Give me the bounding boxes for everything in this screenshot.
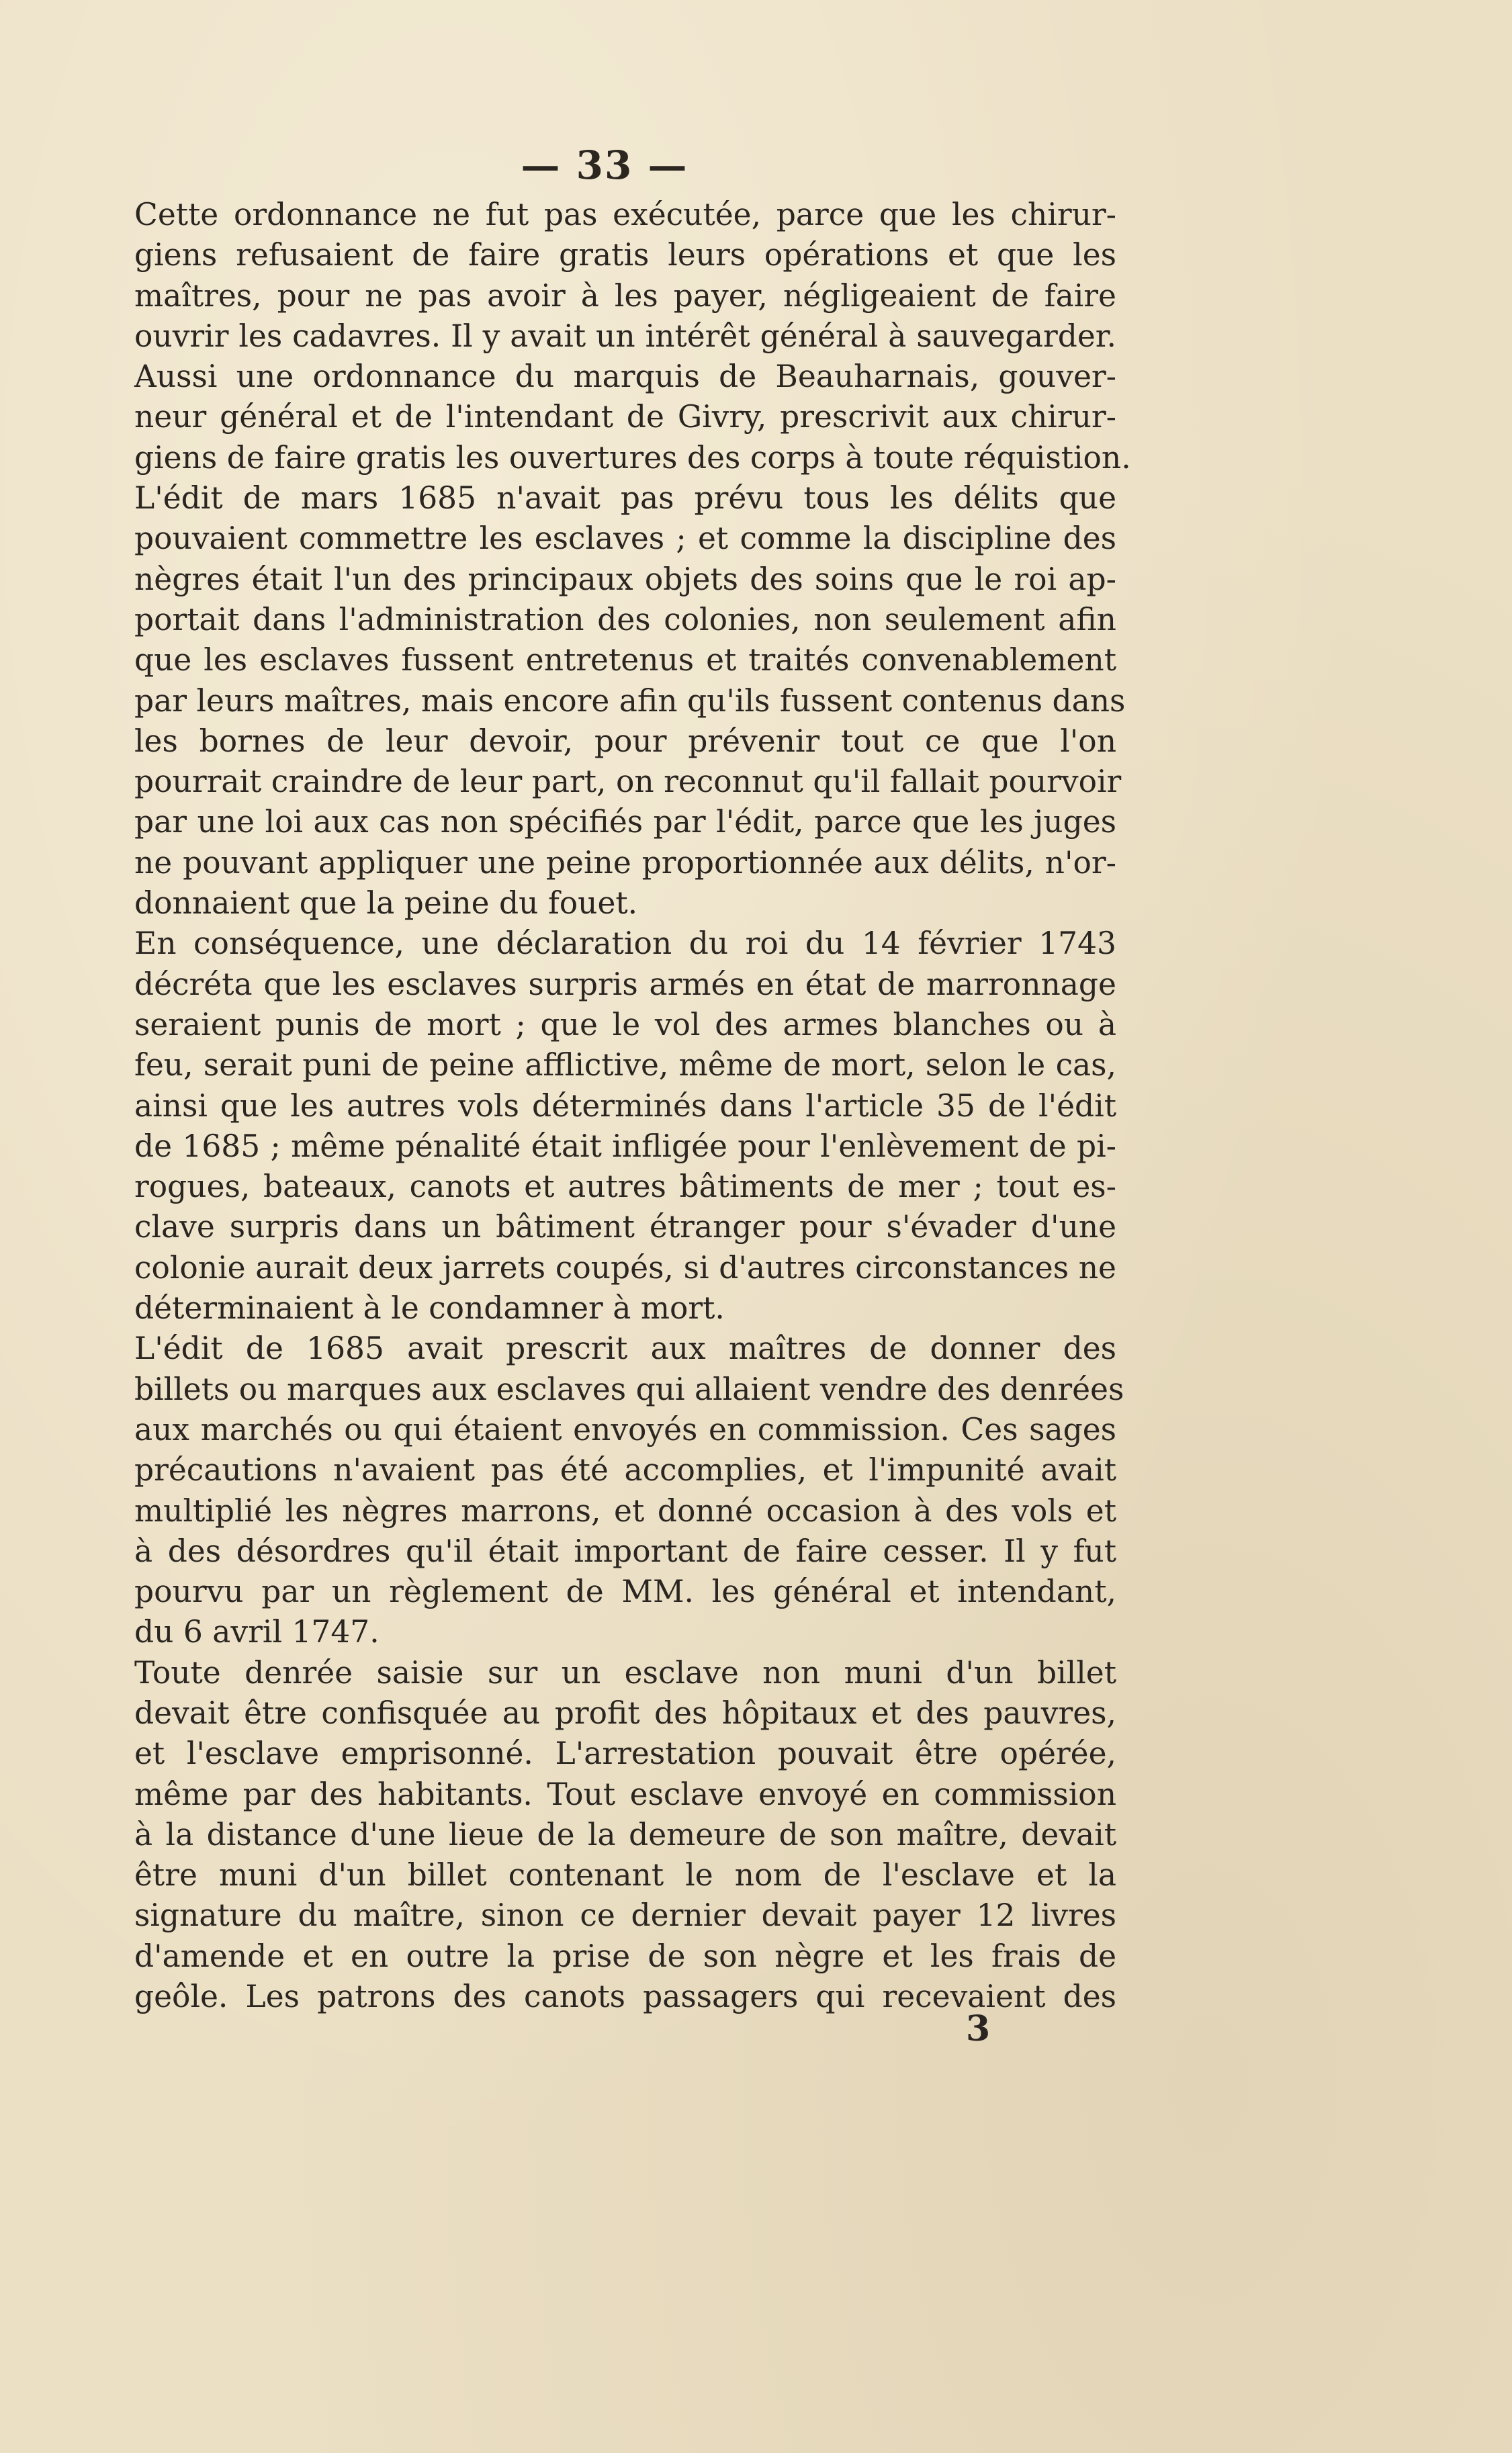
text-line: aux marchés ou qui étaient envoyés en commission. Ces sages (134, 1411, 1116, 1447)
text-line: Toute denrée saisie sur un esclave non muni d'un billet (134, 1654, 1116, 1691)
text-line: giens de faire gratis les ouvertures des corps à toute réquistion. (134, 439, 1131, 476)
text-line: seraient punis de mort ; que le vol des armes blanches ou à (134, 1006, 1116, 1042)
text-line: billets ou marques aux esclaves qui allaient vendre des denrées (134, 1371, 1124, 1407)
text-line: L'édit de 1685 avait prescrit aux maîtres de donner des (134, 1331, 1116, 1367)
text-line: neur général et de l'intendant de Givry, prescrivit aux chirur- (134, 399, 1116, 435)
text-line: feu, serait puni de peine afflictive, même de mort, selon le cas, (134, 1047, 1116, 1083)
text-line: pourvu par un règlement de MM. les général et intendant, (134, 1574, 1116, 1610)
page-number-header: — 33 — (521, 142, 688, 188)
text-line: les bornes de leur devoir, pour prévenir tout ce que l'on (134, 723, 1116, 759)
text-line: donnaient que la peine du fouet. (134, 885, 638, 922)
text-line: clave surpris dans un bâtiment étranger pour s'évader d'une (134, 1209, 1116, 1245)
text-line: par une loi aux cas non spécifiés par l'édit, parce que les juges (134, 804, 1116, 840)
text-line: que les esclaves fussent entretenus et traités convenablement (134, 642, 1116, 678)
text-line: multiplié les nègres marrons, et donné occasion à des vols et (134, 1492, 1116, 1529)
text-line: à la distance d'une lieue de la demeure de son maître, devait (134, 1816, 1116, 1853)
paragraph-5 (97, 1653, 1116, 2018)
text-line: de 1685 ; même pénalité était infligée pour l'enlèvement de pi- (134, 1128, 1116, 1164)
text-line: En conséquence, une déclaration du roi du 14 février 1743 (134, 926, 1116, 962)
signature-mark: 3 (966, 2008, 991, 2049)
text-line: geôle. Les patrons des canots passagers qui recevaient des (134, 1979, 1116, 2015)
text-line: pourrait craindre de leur part, on reconnut qu'il fallait pourvoir (134, 764, 1122, 800)
paragraph-2 (97, 478, 1126, 924)
text-line: déterminaient à le condamner à mort. (134, 1290, 725, 1327)
text-line: ainsi que les autres vols déterminés dans l'article 35 de l'édit (134, 1087, 1116, 1124)
text-line: colonie aurait deux jarrets coupés, si d'autres circonstances ne (134, 1249, 1116, 1286)
text-line: par leurs maîtres, mais encore afin qu'ils fussent contenus dans (134, 682, 1126, 719)
text-line: ne pouvant appliquer une peine proportionnée aux délits, n'or- (134, 844, 1116, 881)
text-line: nègres était l'un des principaux objets des soins que le roi ap- (134, 561, 1116, 597)
text-line: portait dans l'administration des colonies, non seulement afin (134, 601, 1116, 637)
paragraph-4 (97, 1329, 1124, 1652)
text-line: maîtres, pour ne pas avoir à les payer, négligeaient de faire (134, 277, 1116, 314)
text-line: précautions n'avaient pas été accomplies, et l'impunité avait (134, 1452, 1116, 1488)
text-line: L'édit de mars 1685 n'avait pas prévu tous les délits que (134, 480, 1116, 517)
text-line: Aussi une ordonnance du marquis de Beauharnais, gouver- (134, 359, 1116, 395)
text-line: du 6 avril 1747. (134, 1614, 380, 1650)
text-line: même par des habitants. Tout esclave envoyé en commission (134, 1776, 1116, 1812)
paragraph-1 (97, 195, 1131, 478)
text-line: pouvaient commettre les esclaves ; et comme la discipline des (134, 521, 1116, 557)
text-line: et l'esclave emprisonné. L'arrestation pouvait être opérée, (134, 1736, 1116, 1772)
text-line: décréta que les esclaves surpris armés en état de marronnage (134, 966, 1116, 1002)
text-line: être muni d'un billet contenant le nom de l'esclave et la (134, 1857, 1116, 1893)
text-line: d'amende et en outre la prise de son nègre et les frais de (134, 1938, 1116, 1974)
text-line: devait être confisquée au profit des hôpitaux et des pauvres, (134, 1695, 1116, 1731)
text-line: giens refusaient de faire gratis leurs opérations et que les (134, 237, 1116, 273)
text-line: Cette ordonnance ne fut pas exécutée, parce que les chirur- (134, 197, 1116, 232)
text-line: ouvrir les cadavres. Il y avait un intérêt général à sauvegarder. (134, 318, 1116, 354)
text-line: rogues, bateaux, canots et autres bâtiments de mer ; tout es- (134, 1169, 1116, 1205)
text-line: signature du maître, sinon ce dernier devait payer 12 livres (134, 1898, 1116, 1934)
paragraph-3 (97, 924, 1116, 1329)
body-text (97, 195, 1131, 2017)
text-line: à des désordres qu'il était important de faire cesser. Il y fut (134, 1533, 1116, 1569)
